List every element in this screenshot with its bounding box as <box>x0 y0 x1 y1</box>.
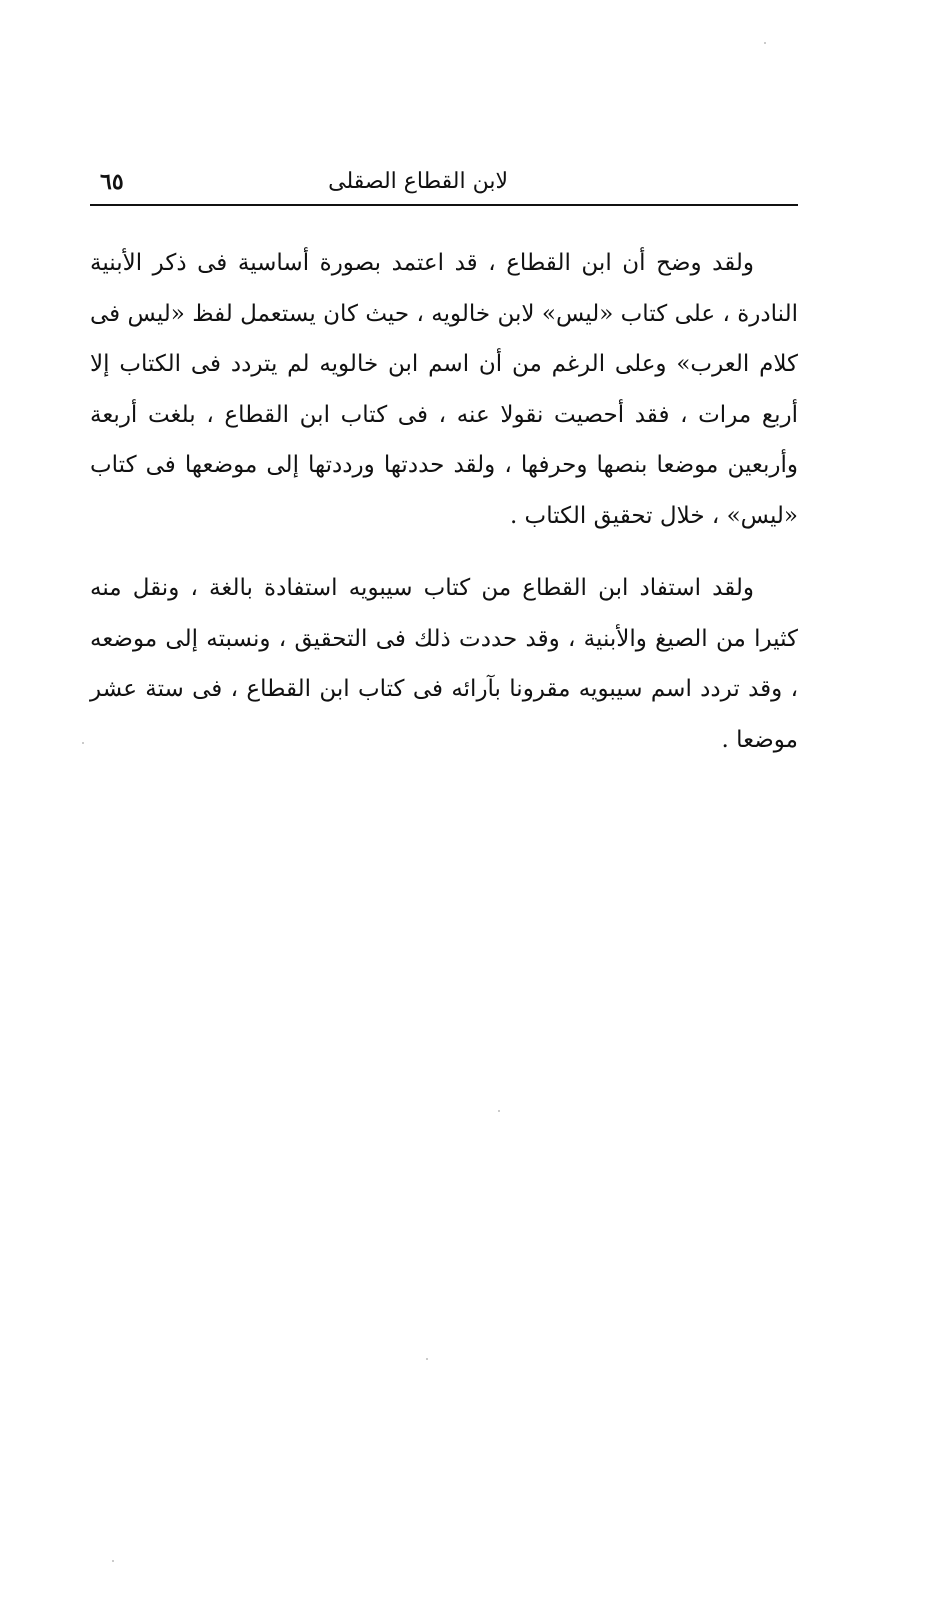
scan-speck <box>112 1560 114 1562</box>
scan-speck <box>498 1110 500 1112</box>
body-text <box>90 238 798 787</box>
paragraph-1: ولقد وضح أن ابن القطاع ، قد اعتمد بصورة أساسية فى ذكر الأبنية النادرة ، على كتاب «ليس» لابن خالويه ، حيث كان يستعمل لفظ «ليس فى كلام العرب» وعلى الرغم من أن اسم ابن خالويه لم يتردد فى الكتاب إلا أربع مرات ، فقد أحصيت نقولا عنه ، فى كتاب ابن القطاع ، بلغت أربعة وأربعين موضعا بنصها وحرفها ، ولقد حددتها ورددتها إلى موضعها فى كتاب «ليس» ، خلال تحقيق الكتاب . <box>90 250 798 529</box>
header-title: لابن القطاع الصقلى <box>328 169 508 194</box>
header-rule <box>90 204 798 206</box>
scan-speck <box>82 742 84 744</box>
scan-speck <box>426 1358 428 1360</box>
page-number: ٦٥ <box>100 169 124 195</box>
running-header <box>90 166 798 206</box>
scan-speck <box>764 42 766 44</box>
paragraph-2: ولقد استفاد ابن القطاع من كتاب سيبويه استفادة بالغة ، ونقل منه كثيرا من الصيغ والأبنية ، وقد حددت ذلك فى التحقيق ، ونسبته إلى موضعه ، وقد تردد اسم سيبويه مقرونا بآرائه فى كتاب ابن القطاع ، فى ستة عشر موضعا . <box>90 575 798 753</box>
